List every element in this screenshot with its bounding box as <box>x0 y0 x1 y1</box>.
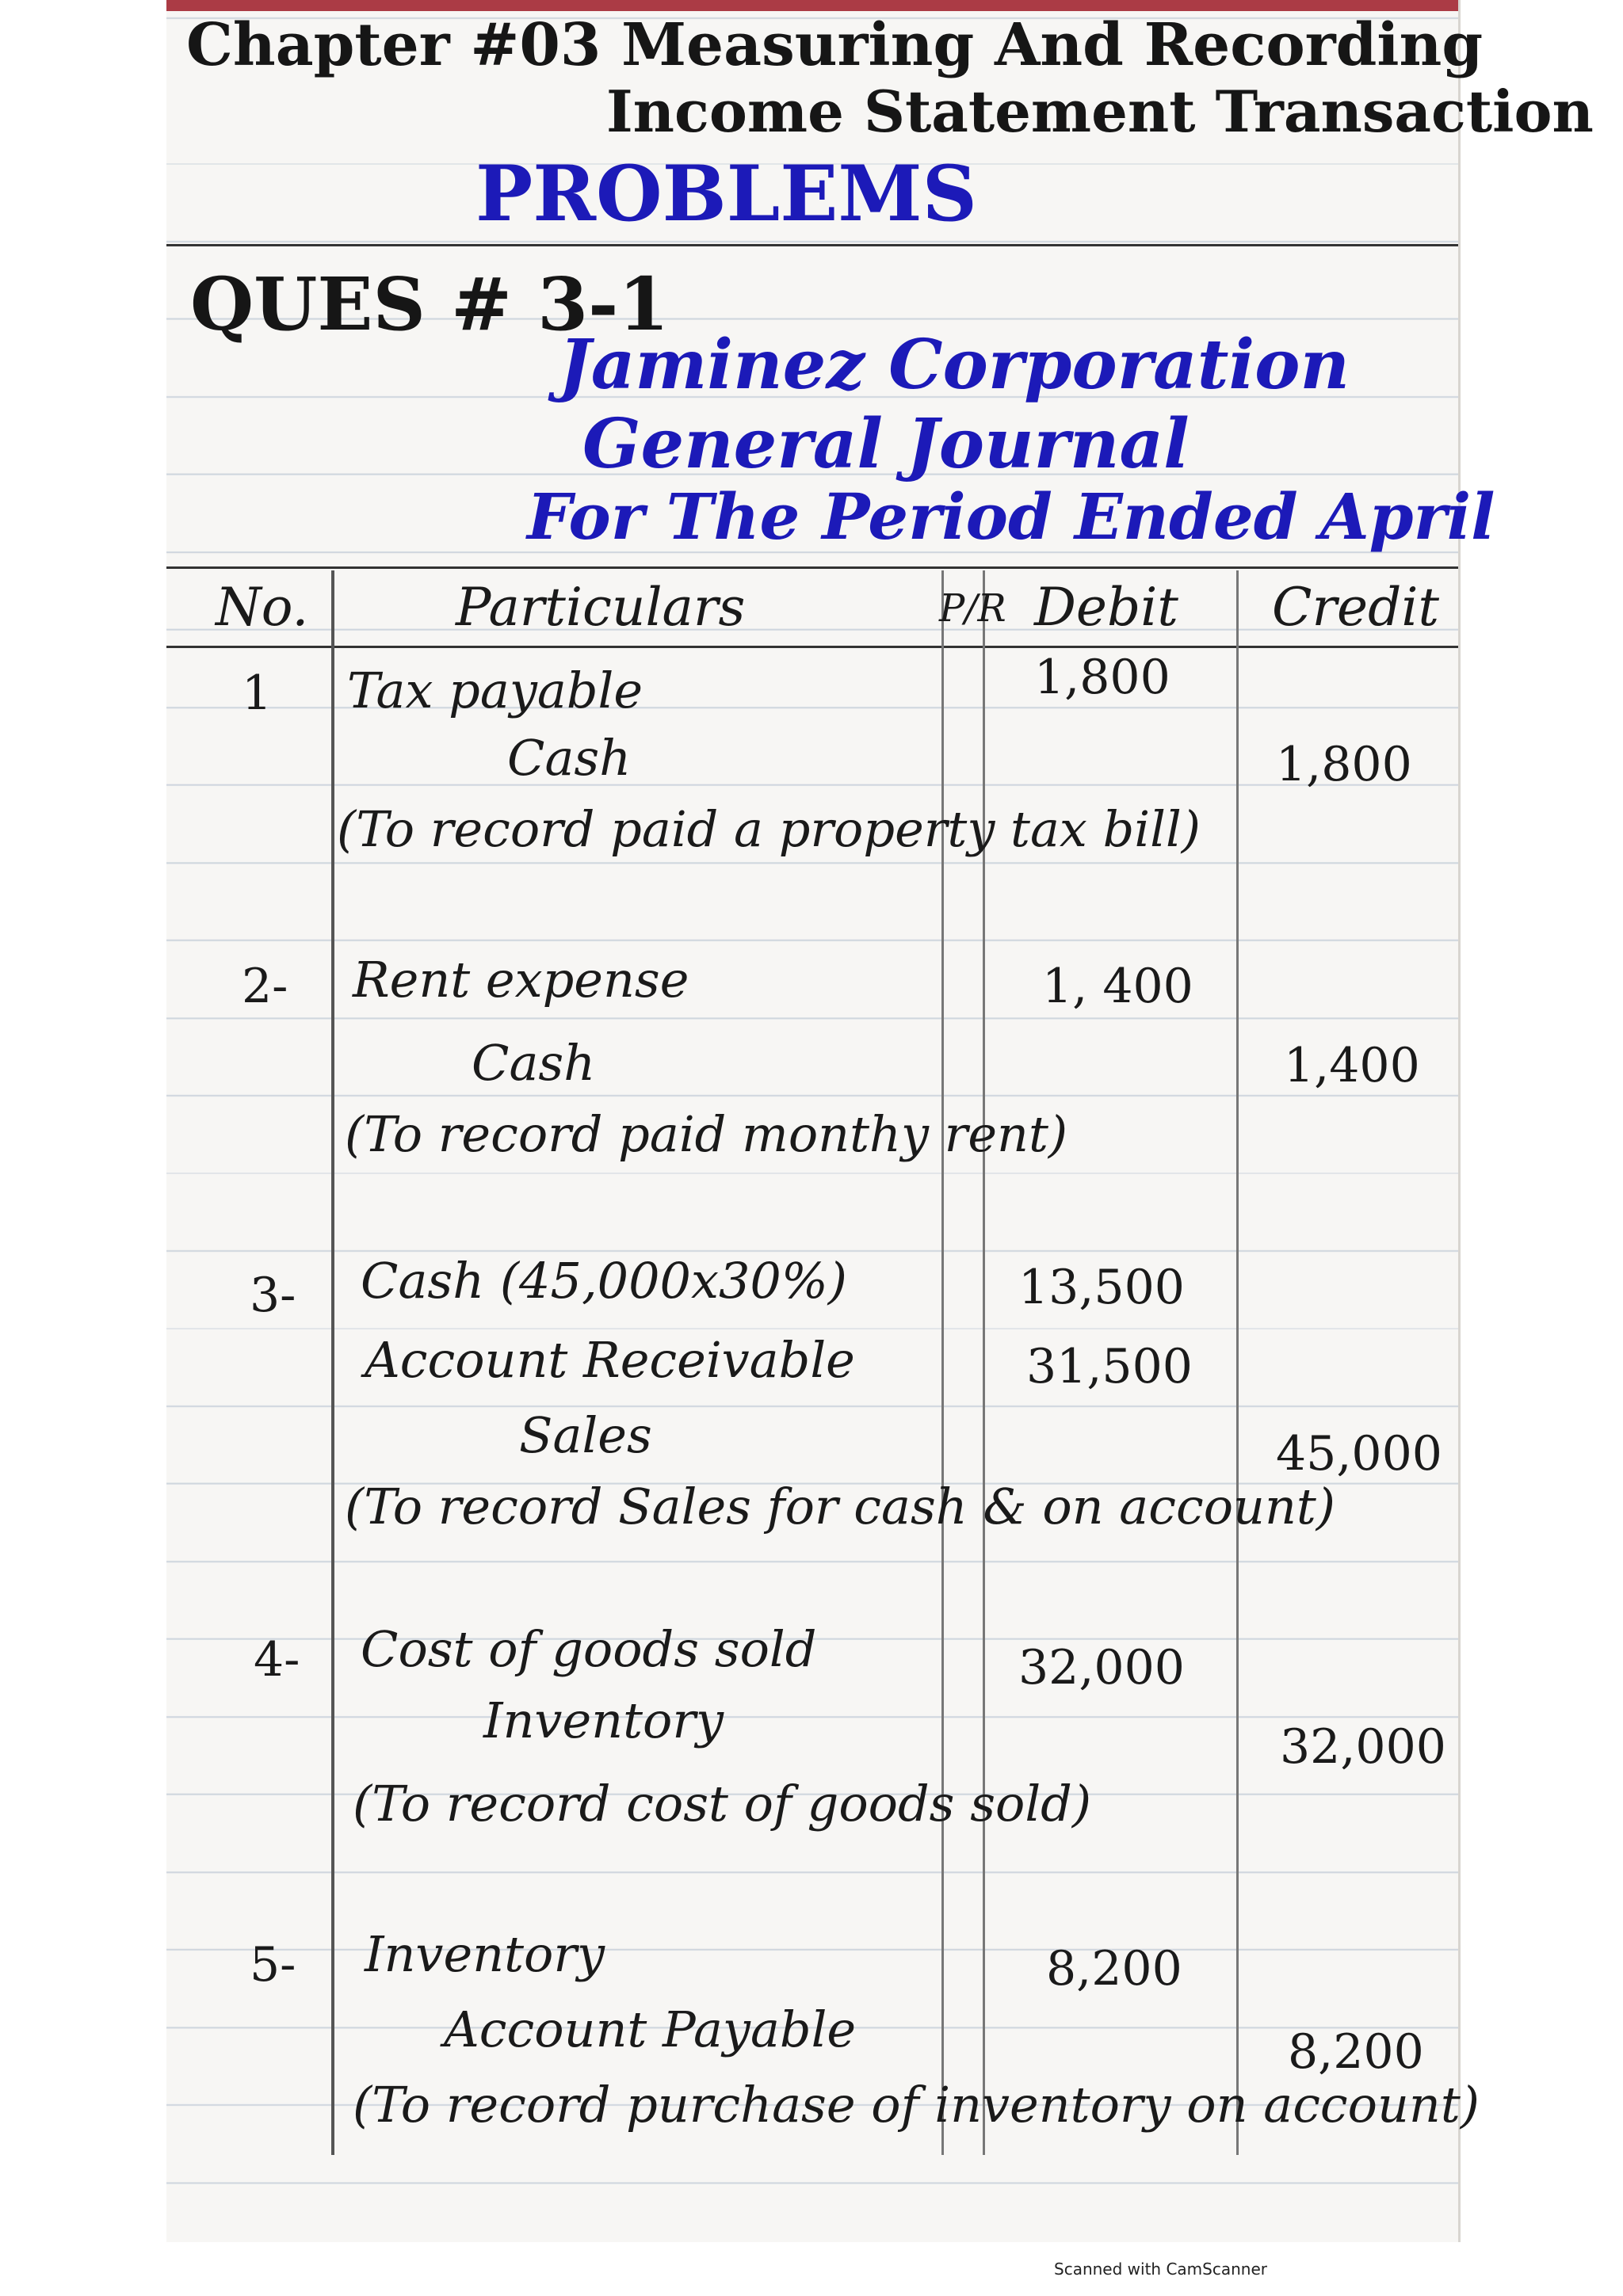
chapter-title: Chapter #03 Measuring And Recording <box>186 11 1484 79</box>
credit-amount: 45,000 <box>1276 1426 1442 1482</box>
journal-title: General Journal <box>582 404 1190 484</box>
debit-amount: 13,500 <box>1018 1260 1185 1315</box>
debit-account: Rent expense <box>353 951 689 1009</box>
page-top-band <box>166 0 1458 11</box>
table-header-line <box>166 646 1458 648</box>
debit-account: Tax payable <box>347 662 643 719</box>
chapter-subtitle: Income Statement Transaction <box>606 78 1594 145</box>
question-number: QUES # 3-1 <box>190 261 670 347</box>
entry-note: (To record purchase of inventory on account) <box>353 2076 1480 2134</box>
header-debit: Debit <box>1034 577 1178 638</box>
debit-account: Cash (45,000x30%) <box>361 1252 847 1310</box>
table-top-line <box>166 566 1458 569</box>
header-divider <box>166 244 1458 246</box>
entry-note: (To record Sales for cash & on account) <box>345 1478 1335 1535</box>
credit-account: Cash <box>472 1034 596 1092</box>
header-no: No. <box>216 577 309 638</box>
debit-amount: 1, 400 <box>1042 959 1193 1014</box>
credit-account: Inventory <box>483 1691 724 1749</box>
credit-amount: 8,200 <box>1288 2024 1424 2080</box>
debit-amount: 32,000 <box>1018 1640 1185 1695</box>
debit-amount: 31,500 <box>1026 1339 1193 1394</box>
debit-amount: 8,200 <box>1046 1941 1182 1997</box>
credit-amount: 1,400 <box>1284 1038 1420 1093</box>
credit-amount: 32,000 <box>1280 1719 1446 1775</box>
entry-note: (To record paid monthy rent) <box>345 1105 1068 1163</box>
entry-number: 5- <box>250 1937 296 1993</box>
entry-number: 1 <box>242 666 273 721</box>
debit-amount: 1,800 <box>1034 650 1170 705</box>
entry-number: 4- <box>254 1632 300 1688</box>
debit-account: Inventory <box>365 1925 605 1983</box>
credit-column-divider <box>1236 570 1239 2155</box>
header-credit: Credit <box>1272 577 1439 638</box>
company-name: Jaminez Corporation <box>559 325 1350 405</box>
header-particulars: Particulars <box>456 577 746 638</box>
debit-account: Account Receivable <box>365 1331 855 1389</box>
credit-amount: 1,800 <box>1276 737 1412 792</box>
no-column-divider <box>331 570 334 2155</box>
header-pr: P/R <box>939 586 1006 631</box>
debit-account: Cost of goods sold <box>361 1620 817 1678</box>
scanner-watermark: Scanned with CamScanner <box>1054 2260 1267 2279</box>
problems-heading: PROBLEMS <box>475 149 977 238</box>
entry-note: (To record cost of goods sold) <box>353 1775 1092 1833</box>
credit-account: Account Payable <box>444 2000 857 2058</box>
period-title: For The Period Ended April <box>527 479 1495 554</box>
entry-number: 2- <box>242 959 288 1014</box>
credit-account: Sales <box>519 1406 652 1464</box>
credit-account: Cash <box>507 729 632 787</box>
entry-number: 3- <box>250 1268 296 1323</box>
entry-note: (To record paid a property tax bill) <box>337 800 1201 858</box>
